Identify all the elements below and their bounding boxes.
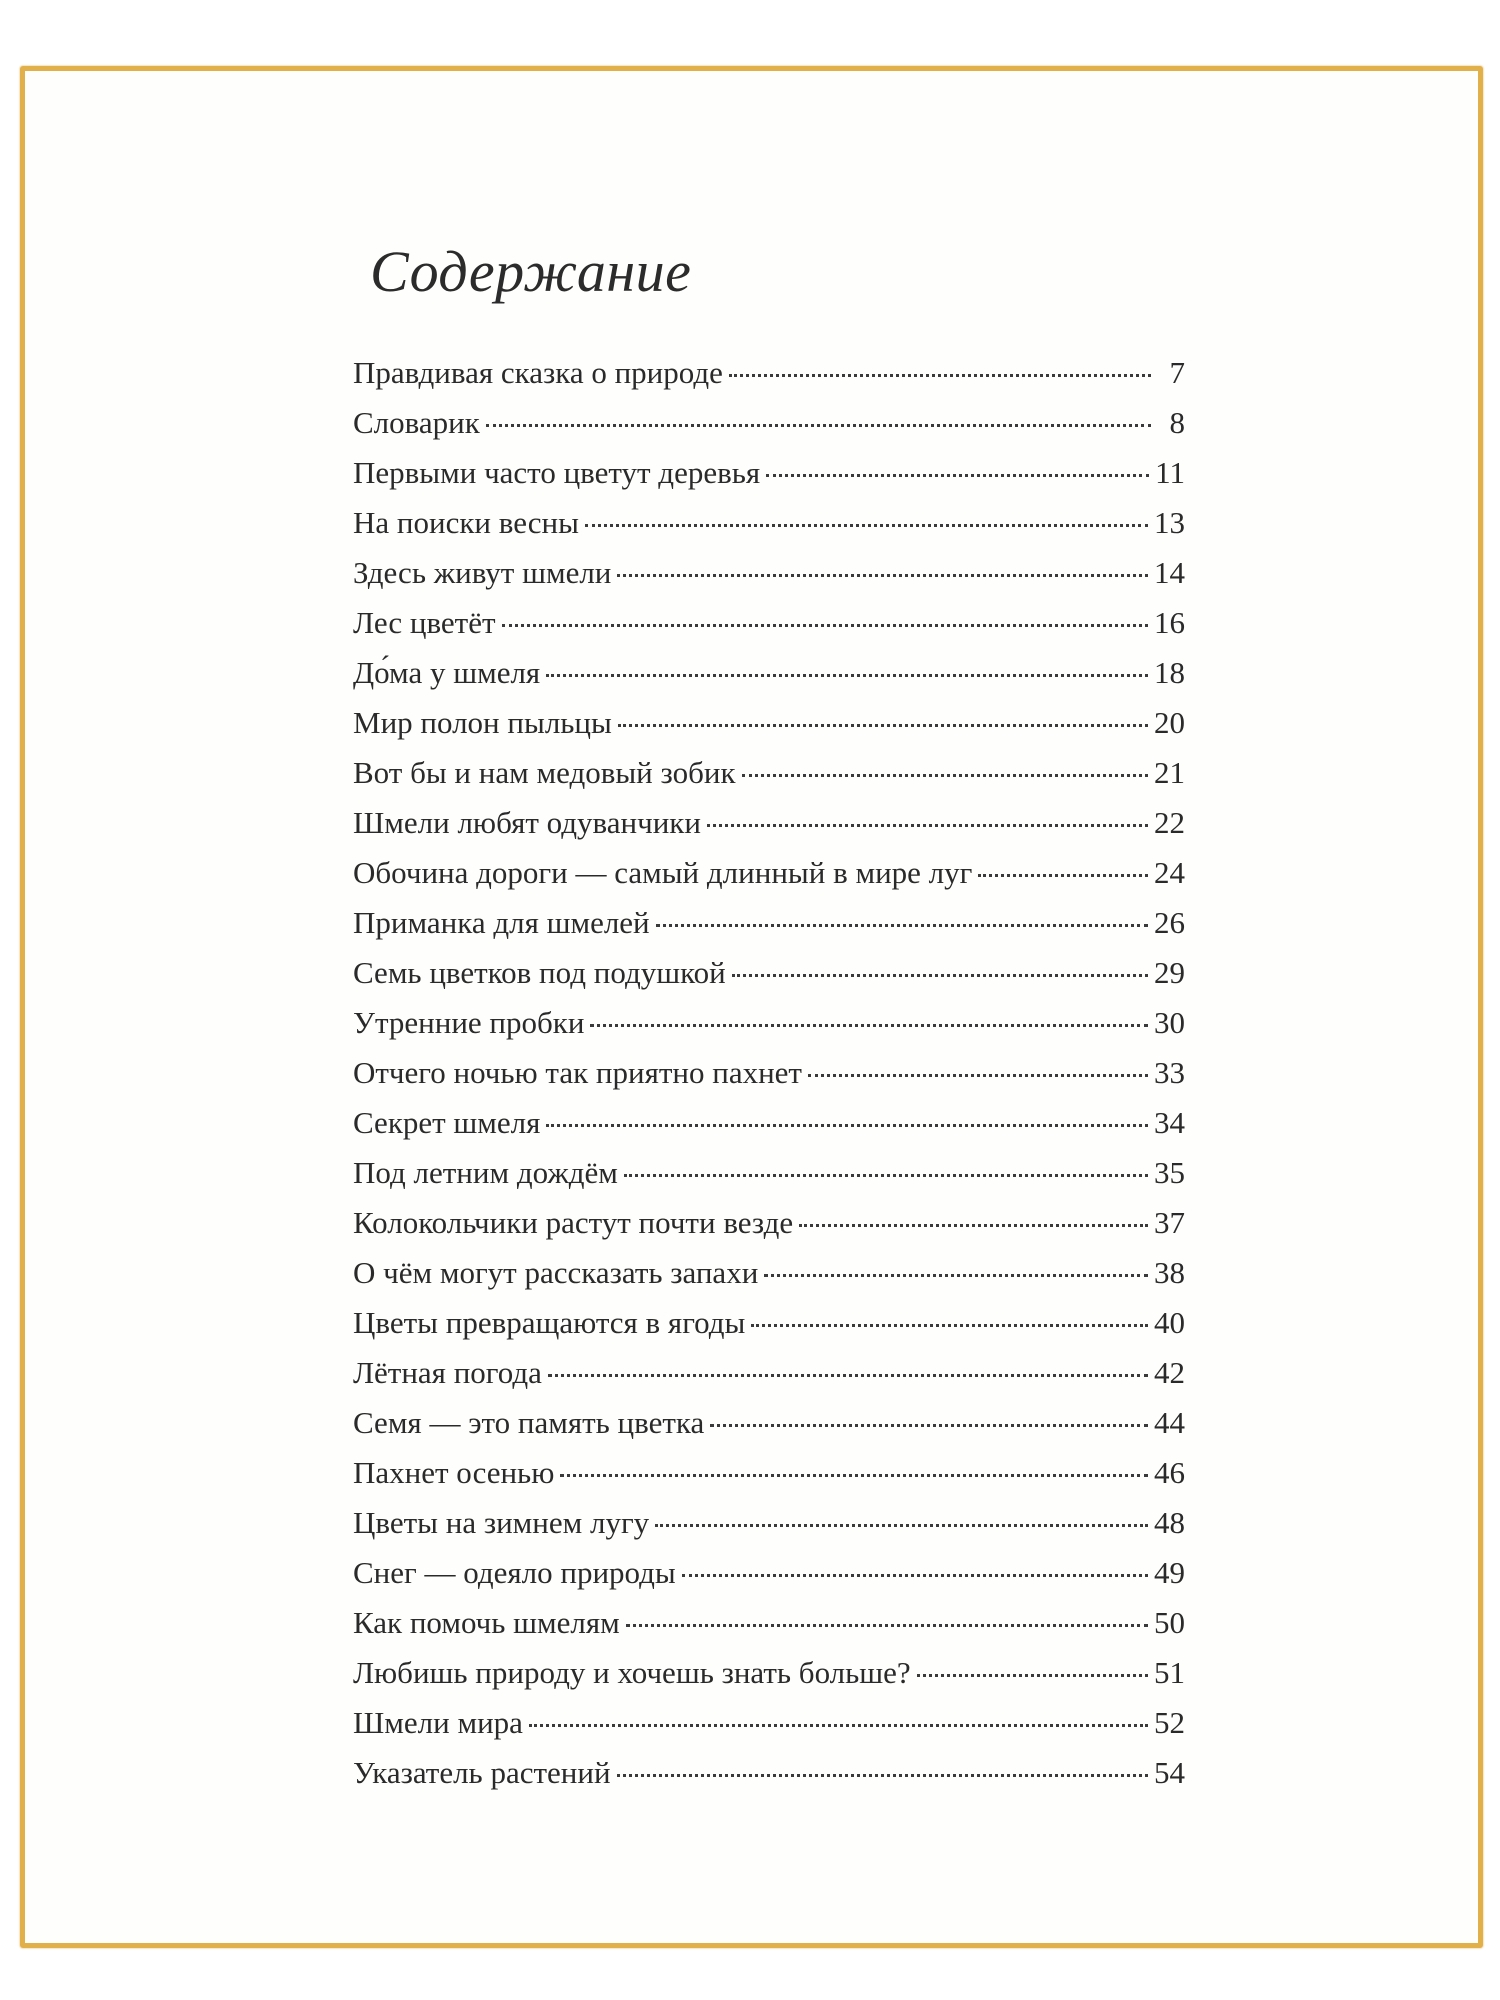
dot-leader	[742, 774, 1148, 777]
toc-entry-page-number: 20	[1154, 705, 1185, 740]
dot-leader	[585, 524, 1148, 527]
toc-entry-page-number: 16	[1154, 605, 1185, 640]
toc-entry-label: До́ма у шмеля	[353, 655, 541, 690]
toc-entry-page-number: 24	[1154, 855, 1185, 890]
toc-entry-label: Цветы превращаются в ягоды	[353, 1305, 746, 1340]
toc-entry[interactable]	[353, 598, 1185, 648]
toc-entry-label: Шмели любят одуванчики	[353, 805, 701, 840]
toc-entry[interactable]	[353, 1148, 1185, 1198]
dot-leader	[764, 1274, 1148, 1277]
toc-entry-label: Семь цветков под подушкой	[353, 955, 726, 990]
toc-entry[interactable]	[353, 1048, 1185, 1098]
toc-entry[interactable]	[353, 548, 1185, 598]
toc-entry[interactable]	[353, 748, 1185, 798]
toc-entry-page-number: 7	[1169, 355, 1185, 390]
toc-entry-page-number: 8	[1169, 405, 1185, 440]
toc-entry[interactable]	[353, 348, 1185, 398]
dot-leader	[710, 1424, 1148, 1427]
dot-leader	[502, 624, 1148, 627]
toc-entry-label: Лес цветёт	[353, 605, 496, 640]
toc-entry-label: Правдивая сказка о природе	[353, 355, 723, 390]
toc-entry[interactable]	[353, 1598, 1185, 1648]
toc-entry-page-number: 50	[1154, 1605, 1185, 1640]
dot-leader	[486, 424, 1151, 427]
toc-entry-page-number: 37	[1154, 1205, 1185, 1240]
toc-entry-label: Цветы на зимнем лугу	[353, 1505, 650, 1540]
toc-entry-label: Колокольчики растут почти везде	[353, 1205, 794, 1240]
dot-leader	[799, 1224, 1148, 1227]
dot-leader	[618, 724, 1148, 727]
toc-entry-label: Словарик	[353, 405, 480, 440]
toc-entry-page-number: 35	[1154, 1155, 1185, 1190]
dot-leader	[766, 474, 1149, 477]
toc-entry-page-number: 51	[1154, 1655, 1185, 1690]
toc-entry[interactable]	[353, 648, 1185, 698]
dot-leader	[529, 1724, 1148, 1727]
toc-entry-label: Приманка для шмелей	[353, 905, 650, 940]
dot-leader	[548, 1374, 1148, 1377]
toc-entry-page-number: 46	[1154, 1455, 1185, 1490]
toc-entry-label: Снег — одеяло природы	[353, 1555, 676, 1590]
toc-list	[353, 348, 1185, 1798]
dot-leader	[808, 1074, 1148, 1077]
toc-entry-label: Здесь живут шмели	[353, 555, 612, 590]
toc-entry[interactable]	[353, 948, 1185, 998]
toc-entry[interactable]	[353, 848, 1185, 898]
toc-entry-page-number: 13	[1154, 505, 1185, 540]
toc-entry-page-number: 44	[1154, 1405, 1185, 1440]
dot-leader	[707, 824, 1148, 827]
dot-leader	[682, 1574, 1148, 1577]
toc-entry[interactable]	[353, 798, 1185, 848]
toc-entry-page-number: 14	[1154, 555, 1185, 590]
dot-leader	[732, 974, 1148, 977]
toc-entry[interactable]	[353, 1298, 1185, 1348]
toc-entry[interactable]	[353, 498, 1185, 548]
toc-entry-page-number: 40	[1154, 1305, 1185, 1340]
toc-entry[interactable]	[353, 1448, 1185, 1498]
toc-entry-label: Вот бы и нам медовый зобик	[353, 755, 736, 790]
dot-leader	[624, 1174, 1148, 1177]
toc-entry-page-number: 26	[1154, 905, 1185, 940]
dot-leader	[917, 1674, 1148, 1677]
toc-entry-page-number: 11	[1155, 455, 1185, 490]
dot-leader	[617, 1774, 1148, 1777]
toc-entry-page-number: 38	[1154, 1255, 1185, 1290]
toc-entry-page-number: 22	[1154, 805, 1185, 840]
dot-leader	[978, 874, 1148, 877]
toc-entry-label: Лётная погода	[353, 1355, 542, 1390]
toc-entry-page-number: 54	[1154, 1755, 1185, 1790]
dot-leader	[656, 924, 1148, 927]
toc-entry-page-number: 30	[1154, 1005, 1185, 1040]
toc-entry[interactable]	[353, 398, 1185, 448]
toc-entry-label: Как помочь шмелям	[353, 1605, 620, 1640]
toc-entry[interactable]	[353, 1548, 1185, 1598]
toc-entry-label: Любишь природу и хочешь знать больше?	[353, 1655, 911, 1690]
toc-entry-page-number: 42	[1154, 1355, 1185, 1390]
dot-leader	[590, 1024, 1148, 1027]
toc-entry-label: Первыми часто цветут деревья	[353, 455, 761, 490]
toc-entry-label: Пахнет осенью	[353, 1455, 555, 1490]
toc-entry-page-number: 29	[1154, 955, 1185, 990]
toc-entry[interactable]	[353, 898, 1185, 948]
toc-entry-page-number: 33	[1154, 1055, 1185, 1090]
toc-entry-label: Мир полон пыльцы	[353, 705, 612, 740]
toc-entry-label: Отчего ночью так приятно пахнет	[353, 1055, 802, 1090]
toc-entry-label: Семя — это память цветка	[353, 1405, 705, 1440]
toc-entry[interactable]	[353, 998, 1185, 1048]
toc-entry-label: Указатель растений	[353, 1755, 611, 1790]
dot-leader	[546, 1124, 1148, 1127]
toc-entry[interactable]	[353, 698, 1185, 748]
toc-entry-label: Утренние пробки	[353, 1005, 585, 1040]
toc-entry[interactable]	[353, 448, 1185, 498]
toc-entry-label: О чём могут рассказать запахи	[353, 1255, 759, 1290]
toc-entry[interactable]	[353, 1698, 1185, 1748]
toc-entry[interactable]	[353, 1248, 1185, 1298]
toc-title: Содержание	[370, 239, 692, 304]
toc-entry-page-number: 34	[1154, 1105, 1185, 1140]
toc-entry-label: Обочина дороги — самый длинный в мире луг	[353, 855, 973, 890]
toc-entry[interactable]	[353, 1398, 1185, 1448]
dot-leader	[617, 574, 1148, 577]
toc-entry[interactable]	[353, 1098, 1185, 1148]
toc-entry-page-number: 21	[1154, 755, 1185, 790]
toc-entry-page-number: 52	[1154, 1705, 1185, 1740]
toc-entry-label: Секрет шмеля	[353, 1105, 541, 1140]
toc-entry[interactable]	[353, 1198, 1185, 1248]
dot-leader	[729, 374, 1151, 377]
toc-entry[interactable]	[353, 1648, 1185, 1698]
toc-entry-label: На поиски весны	[353, 505, 579, 540]
toc-entry-page-number: 18	[1154, 655, 1185, 690]
toc-entry-page-number: 49	[1154, 1555, 1185, 1590]
dot-leader	[751, 1324, 1148, 1327]
dot-leader	[546, 674, 1148, 677]
toc-entry-label: Под летним дождём	[353, 1155, 618, 1190]
dot-leader	[655, 1524, 1148, 1527]
toc-entry[interactable]	[353, 1748, 1185, 1798]
dot-leader	[626, 1624, 1148, 1627]
toc-entry[interactable]	[353, 1498, 1185, 1548]
toc-entry-label: Шмели мира	[353, 1705, 523, 1740]
toc-entry-page-number: 48	[1154, 1505, 1185, 1540]
toc-entry[interactable]	[353, 1348, 1185, 1398]
dot-leader	[560, 1474, 1148, 1477]
